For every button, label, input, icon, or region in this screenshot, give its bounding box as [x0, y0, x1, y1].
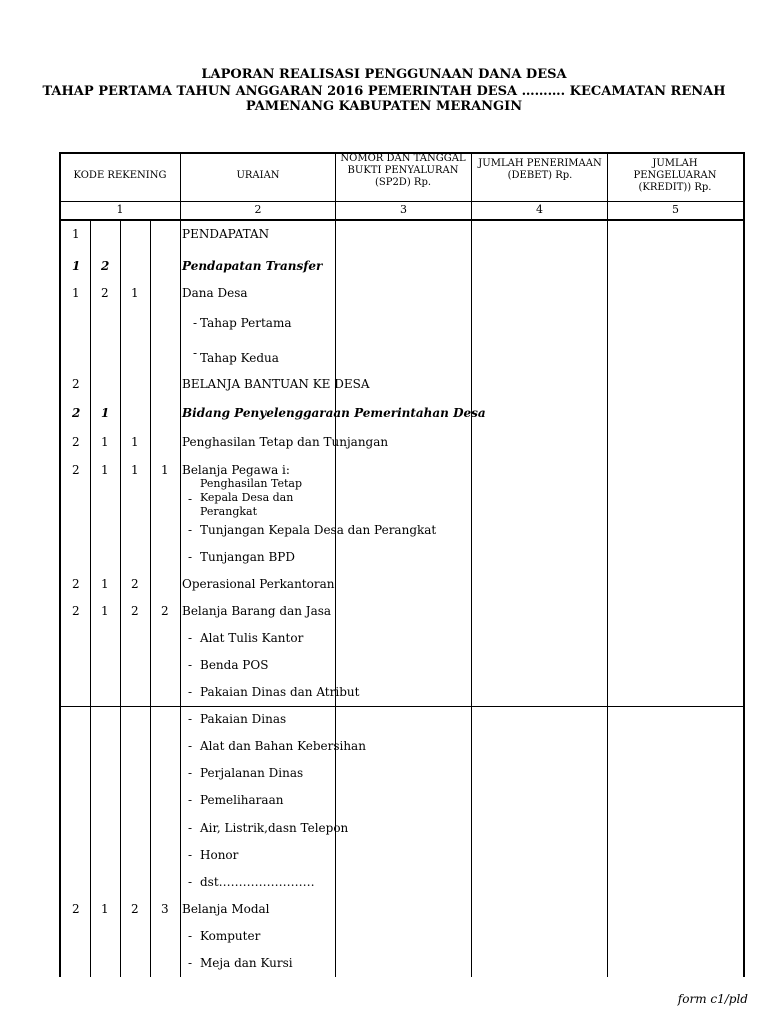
code-subdivider-1: [90, 220, 91, 977]
bullet-dash: -: [188, 793, 193, 807]
column-number-4: 4: [536, 203, 543, 216]
row-uraian: dst……………………: [200, 875, 315, 889]
header-nomor-bukti: NOMOR DAN TANGGAL BUKTI PENYALURAN (SP2D) Rp.: [340, 153, 466, 188]
row-uraian: PENDAPATAN: [182, 227, 270, 241]
row-uraian: Perjalanan Dinas: [200, 766, 304, 780]
header-kode-rekening: KODE REKENING: [73, 170, 167, 181]
bullet-dash: -: [188, 658, 193, 672]
row-code-3: 2: [131, 902, 139, 916]
table-left-border: [59, 152, 61, 977]
row-uraian: Bidang Penyelenggaraan Pemerintahan Desa: [182, 406, 486, 420]
row-uraian: Pemeliharaan: [200, 793, 284, 807]
bullet-dash: -: [193, 316, 198, 330]
bullet-dash: -: [188, 712, 193, 726]
row-uraian: Alat dan Bahan Kebersihan: [200, 739, 366, 753]
row-uraian-wrapped: Penghasilan Tetap Kepala Desa dan Perangkat: [200, 477, 303, 518]
report-title-line-3: PAMENANG KABUPATEN MERANGIN: [245, 99, 523, 114]
row-uraian: Belanja Barang dan Jasa: [182, 604, 332, 618]
bullet-dash: -: [188, 523, 193, 537]
row-code-2: 2: [101, 259, 110, 273]
row-uraian: Pakaian Dinas dan Atribut: [200, 685, 360, 699]
row-uraian: Alat Tulis Kantor: [200, 631, 304, 645]
table-right-border: [743, 152, 745, 977]
row-uraian: Meja dan Kursi: [200, 956, 293, 970]
row-code-3: 1: [131, 463, 139, 477]
column-number-2: 2: [254, 203, 262, 216]
row-code-1: 1: [72, 227, 80, 241]
column-number-divider: [59, 219, 745, 221]
bullet-dash: -: [188, 631, 193, 645]
header-pengeluaran: JUMLAH PENGELUARAN (KREDIT)) Rp.: [633, 158, 717, 193]
bullet-dash: -: [188, 492, 193, 506]
row-code-1: 2: [72, 604, 80, 618]
row-code-4: 2: [161, 604, 169, 618]
col-divider-uraian: [180, 152, 181, 977]
row-code-1: 2: [72, 435, 80, 449]
col-divider-penerimaan: [471, 152, 472, 977]
col-divider-pengeluaran: [607, 152, 608, 977]
bullet-dash: -: [188, 685, 193, 699]
row-uraian: Tahap Kedua: [200, 351, 279, 365]
code-subdivider-2: [120, 220, 121, 977]
row-code-2: 1: [101, 902, 109, 916]
row-uraian: Tunjangan BPD: [200, 550, 295, 564]
bullet-dash: -: [188, 929, 193, 943]
bullet-dash: -: [188, 848, 193, 862]
row-code-2: 1: [101, 604, 109, 618]
row-uraian: Belanja Modal: [182, 902, 270, 916]
page-break-divider: [59, 706, 745, 707]
row-code-3: 2: [131, 604, 139, 618]
row-uraian: Benda POS: [200, 658, 269, 672]
bullet-dash: -: [188, 739, 193, 753]
row-uraian: Operasional Perkantoran: [182, 577, 335, 591]
column-number-3: 3: [400, 203, 407, 216]
report-title-line-2: TAHAP PERTAMA TAHUN ANGGARAN 2016 PEMERINTAH DESA ………. KECAMATAN RENAH: [42, 84, 726, 99]
row-uraian: Tahap Pertama: [200, 316, 292, 330]
row-code-2: 1: [101, 406, 110, 420]
code-subdivider-3: [150, 220, 151, 977]
row-code-3: 1: [131, 435, 139, 449]
row-code-2: 1: [101, 435, 109, 449]
header-divider: [59, 201, 745, 202]
row-code-1: 2: [72, 377, 80, 391]
row-code-1: 1: [72, 259, 81, 273]
bullet-dash: -: [188, 766, 193, 780]
header-uraian: URAIAN: [236, 170, 280, 181]
report-title-line-1: LAPORAN REALISASI PENGGUNAAN DANA DESA: [201, 67, 567, 82]
row-uraian: Pendapatan Transfer: [182, 259, 323, 273]
row-code-4: 3: [161, 902, 169, 916]
col-divider-nomor: [335, 152, 336, 977]
row-uraian: BELANJA BANTUAN KE DESA: [182, 377, 370, 391]
row-uraian: Honor: [200, 848, 239, 862]
row-uraian: Dana Desa: [182, 286, 248, 300]
row-uraian: Belanja Pegawa i:: [182, 463, 290, 477]
row-uraian: Pakaian Dinas: [200, 712, 287, 726]
column-number-5: 5: [672, 203, 679, 216]
row-uraian: Penghasilan Tetap dan Tunjangan: [182, 435, 389, 449]
form-code-footer: form c1/pld: [677, 992, 748, 1006]
bullet-dash: -: [188, 875, 193, 889]
bullet-dash: -: [188, 550, 193, 564]
row-uraian: Komputer: [200, 929, 261, 943]
row-code-4: 1: [161, 463, 169, 477]
bullet-dash: -: [188, 956, 193, 970]
row-code-1: 2: [72, 577, 80, 591]
header-penerimaan: JUMLAH PENERIMAAN (DEBET) Rp.: [478, 158, 602, 181]
row-code-2: 1: [101, 463, 109, 477]
row-code-1: 2: [72, 463, 80, 477]
row-code-1: 2: [72, 406, 81, 420]
row-code-3: 2: [131, 577, 139, 591]
row-code-2: 2: [101, 286, 109, 300]
row-uraian: Tunjangan Kepala Desa dan Perangkat: [200, 523, 437, 537]
bullet-dash: -: [193, 346, 198, 360]
bullet-dash: -: [188, 821, 193, 835]
row-code-3: 1: [131, 286, 139, 300]
column-number-1: 1: [116, 203, 124, 216]
row-code-2: 1: [101, 577, 109, 591]
row-uraian: Air, Listrik,dasn Telepon: [200, 821, 349, 835]
row-code-1: 1: [72, 286, 80, 300]
row-code-1: 2: [72, 902, 80, 916]
